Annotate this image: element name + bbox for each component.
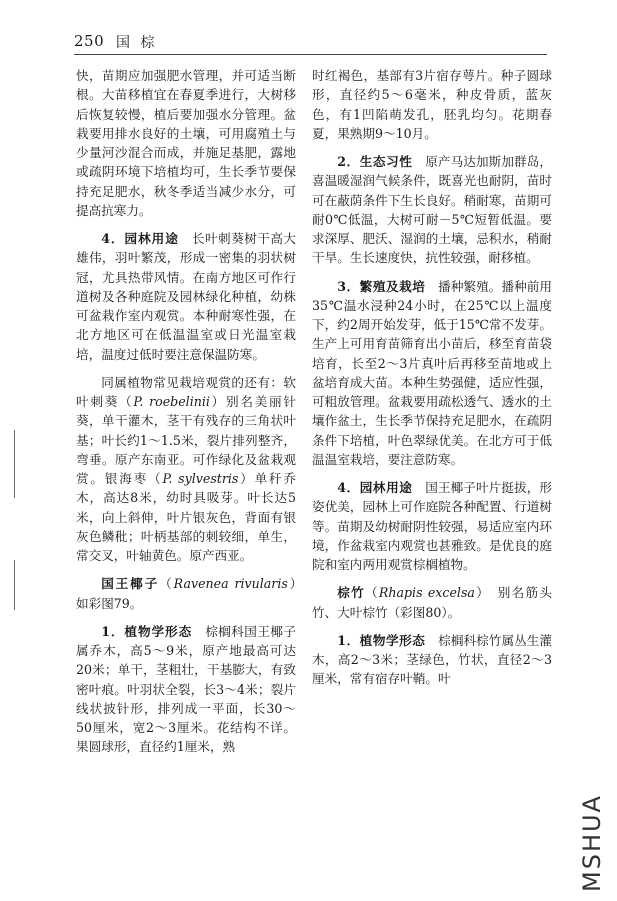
species-entry: 棕竹（Rhapis excelsa） 别名筋头竹、大叶棕竹（彩图80）。 — [312, 585, 553, 620]
section-heading: 1．植物学形态 — [101, 623, 193, 639]
paragraph-text: 棕榈科棕竹属丛生灌木，高2～3米；茎绿色，竹状，直径2～3厘米，常有宿存叶鞘。叶 — [312, 632, 553, 687]
paragraph-text: 长叶刺葵树干高大雄伟，羽叶繁茂，形成一密集的羽状树冠，尤具热带风情。在南方地区可作行道树及各种庭院及园林绿化种植，幼株可盆栽作室内观赏。本种耐寒性强，在北方地区可在低温温室或日光温室栽培，温度过低时要注意保温防寒。 — [76, 231, 297, 362]
species-name: 国王椰子 — [101, 576, 160, 592]
paragraph — [76, 229, 296, 364]
section-heading: 4．园林用途 — [101, 231, 179, 246]
paragraph-text: 国王椰子叶片挺拔，形姿优美，园林上可作庭院各种配置、行道树等。苗期及幼树耐阴性较强，易适应室内环境，作盆栽室内观赏也甚雅致。是优良的庭院和室内两用观赏棕榈植物。 — [312, 480, 553, 572]
paragraph-text: ）单秆乔木，高达8米，幼时具吸芽。叶长达5米，向上斜伸，叶片银灰色，背面有银灰色鳞秕；叶柄基部的刺较细，单生，常交叉，叶轴黄色。原产西亚。 — [76, 471, 297, 563]
species-name: 棕竹 — [337, 585, 365, 601]
paragraph-text: 别名筋头竹、大叶棕竹（彩图80）。 — [312, 585, 553, 620]
margin-mark — [14, 560, 15, 610]
latin-name: Ravenea rivularis — [173, 576, 288, 592]
section-heading: 3．繁殖及栽培 — [337, 278, 426, 294]
paragraph: 时红褐色，基部有3片宿存萼片。种子圆球形，直径约5～6毫米，种皮骨质，蓝灰色，有1凹陷萌发孔，胚乳均匀。花期春夏，果熟期9～10月。 — [312, 68, 552, 141]
watermark: MSHUA — [578, 794, 606, 892]
paragraph — [76, 622, 296, 757]
section-heading: 1．植物学形态 — [337, 632, 426, 648]
paragraph — [312, 478, 552, 574]
paragraph — [312, 277, 552, 470]
paragraph — [312, 631, 552, 689]
paragraph-text: 棕榈科国王椰子属乔木，高5～9米，原产地最高可达20米；单干，茎粗壮，干基膨大，有致密叶痕。叶羽状全裂，长3～4米；裂片线状披针形，排列成一平面，长30～50厘米，宽2～3厘米。花结构不详。果圆球形，直径约1厘米，熟 — [76, 623, 297, 755]
paragraph-text: 同属植物常见栽培观赏的还有：软叶刺葵（ — [76, 374, 296, 409]
margin-mark — [14, 430, 15, 498]
paragraph-text: 原产马达加斯加群岛，喜温暖湿润气候条件，既喜光也耐阴，苗时可在蔽荫条件下生长良好。稍耐寒，苗期可耐0℃低温，大树可耐－5℃短暂低温。要求深厚、肥沃、湿润的土壤，忌积水，稍耐干旱。生长速度快，抗性较强，耐移植。 — [312, 154, 553, 266]
paragraph-text: 如彩图79。 — [76, 595, 143, 611]
running-title: 国 棕 — [116, 35, 158, 51]
species-entry: 国王椰子（Ravenea rivularis） 如彩图79。 — [76, 576, 309, 611]
right-column — [312, 66, 552, 689]
paragraph — [76, 373, 296, 566]
latin-name: P. roebelinii — [133, 394, 210, 409]
section-heading: 2．生态习性 — [337, 154, 413, 169]
left-column — [76, 66, 309, 757]
paragraph: 快，苗期应加强肥水管理，并可适当断根。大苗移植宜在春夏季进行，大树移后恢复较慢，植后要加强水分管理。盆栽要用排水良好的土壤，可用腐殖土与少量河沙混合而成，并施足基肥，露地或疏阴环境下培植均可，生长季节要保持充足肥水，秋冬季适当减少水分，可提高抗寒力。 — [76, 68, 296, 218]
latin-name: P. sylvestris — [162, 471, 239, 486]
paragraph-text: ）别名美丽针葵，单干灌木，茎干有残存的三角状叶基；叶长约1～1.5米，裂片排列整齐，弯垂。原产东南亚。可作绿化及盆栽观赏。银海枣（ — [76, 394, 296, 486]
paragraph — [312, 152, 552, 268]
paragraph-text: 播种繁殖。播种前用35℃温水浸种24小时，在25℃以上温度下，约2周开始发芽，低于15℃常不发芽。生产上可用育苗筛育出小苗后，移至育苗袋培育，长至2～3片真叶后再移至苗地或上盆培育成大苗。本种生势强健，适应性强，可粗放管理。盆栽要用疏松透气、透水的土壤作盆土，生长季节保持充足肥水，在疏阴条件下培植，叶色翠绿优美。在北方可于低温温室栽培，要注意防寒。 — [312, 278, 553, 467]
latin-name: Rhapis excelsa — [378, 585, 475, 601]
page-header — [74, 30, 544, 56]
page-number: 250 — [74, 32, 105, 50]
header-rule — [74, 54, 547, 55]
section-heading: 4．园林用途 — [337, 480, 413, 495]
